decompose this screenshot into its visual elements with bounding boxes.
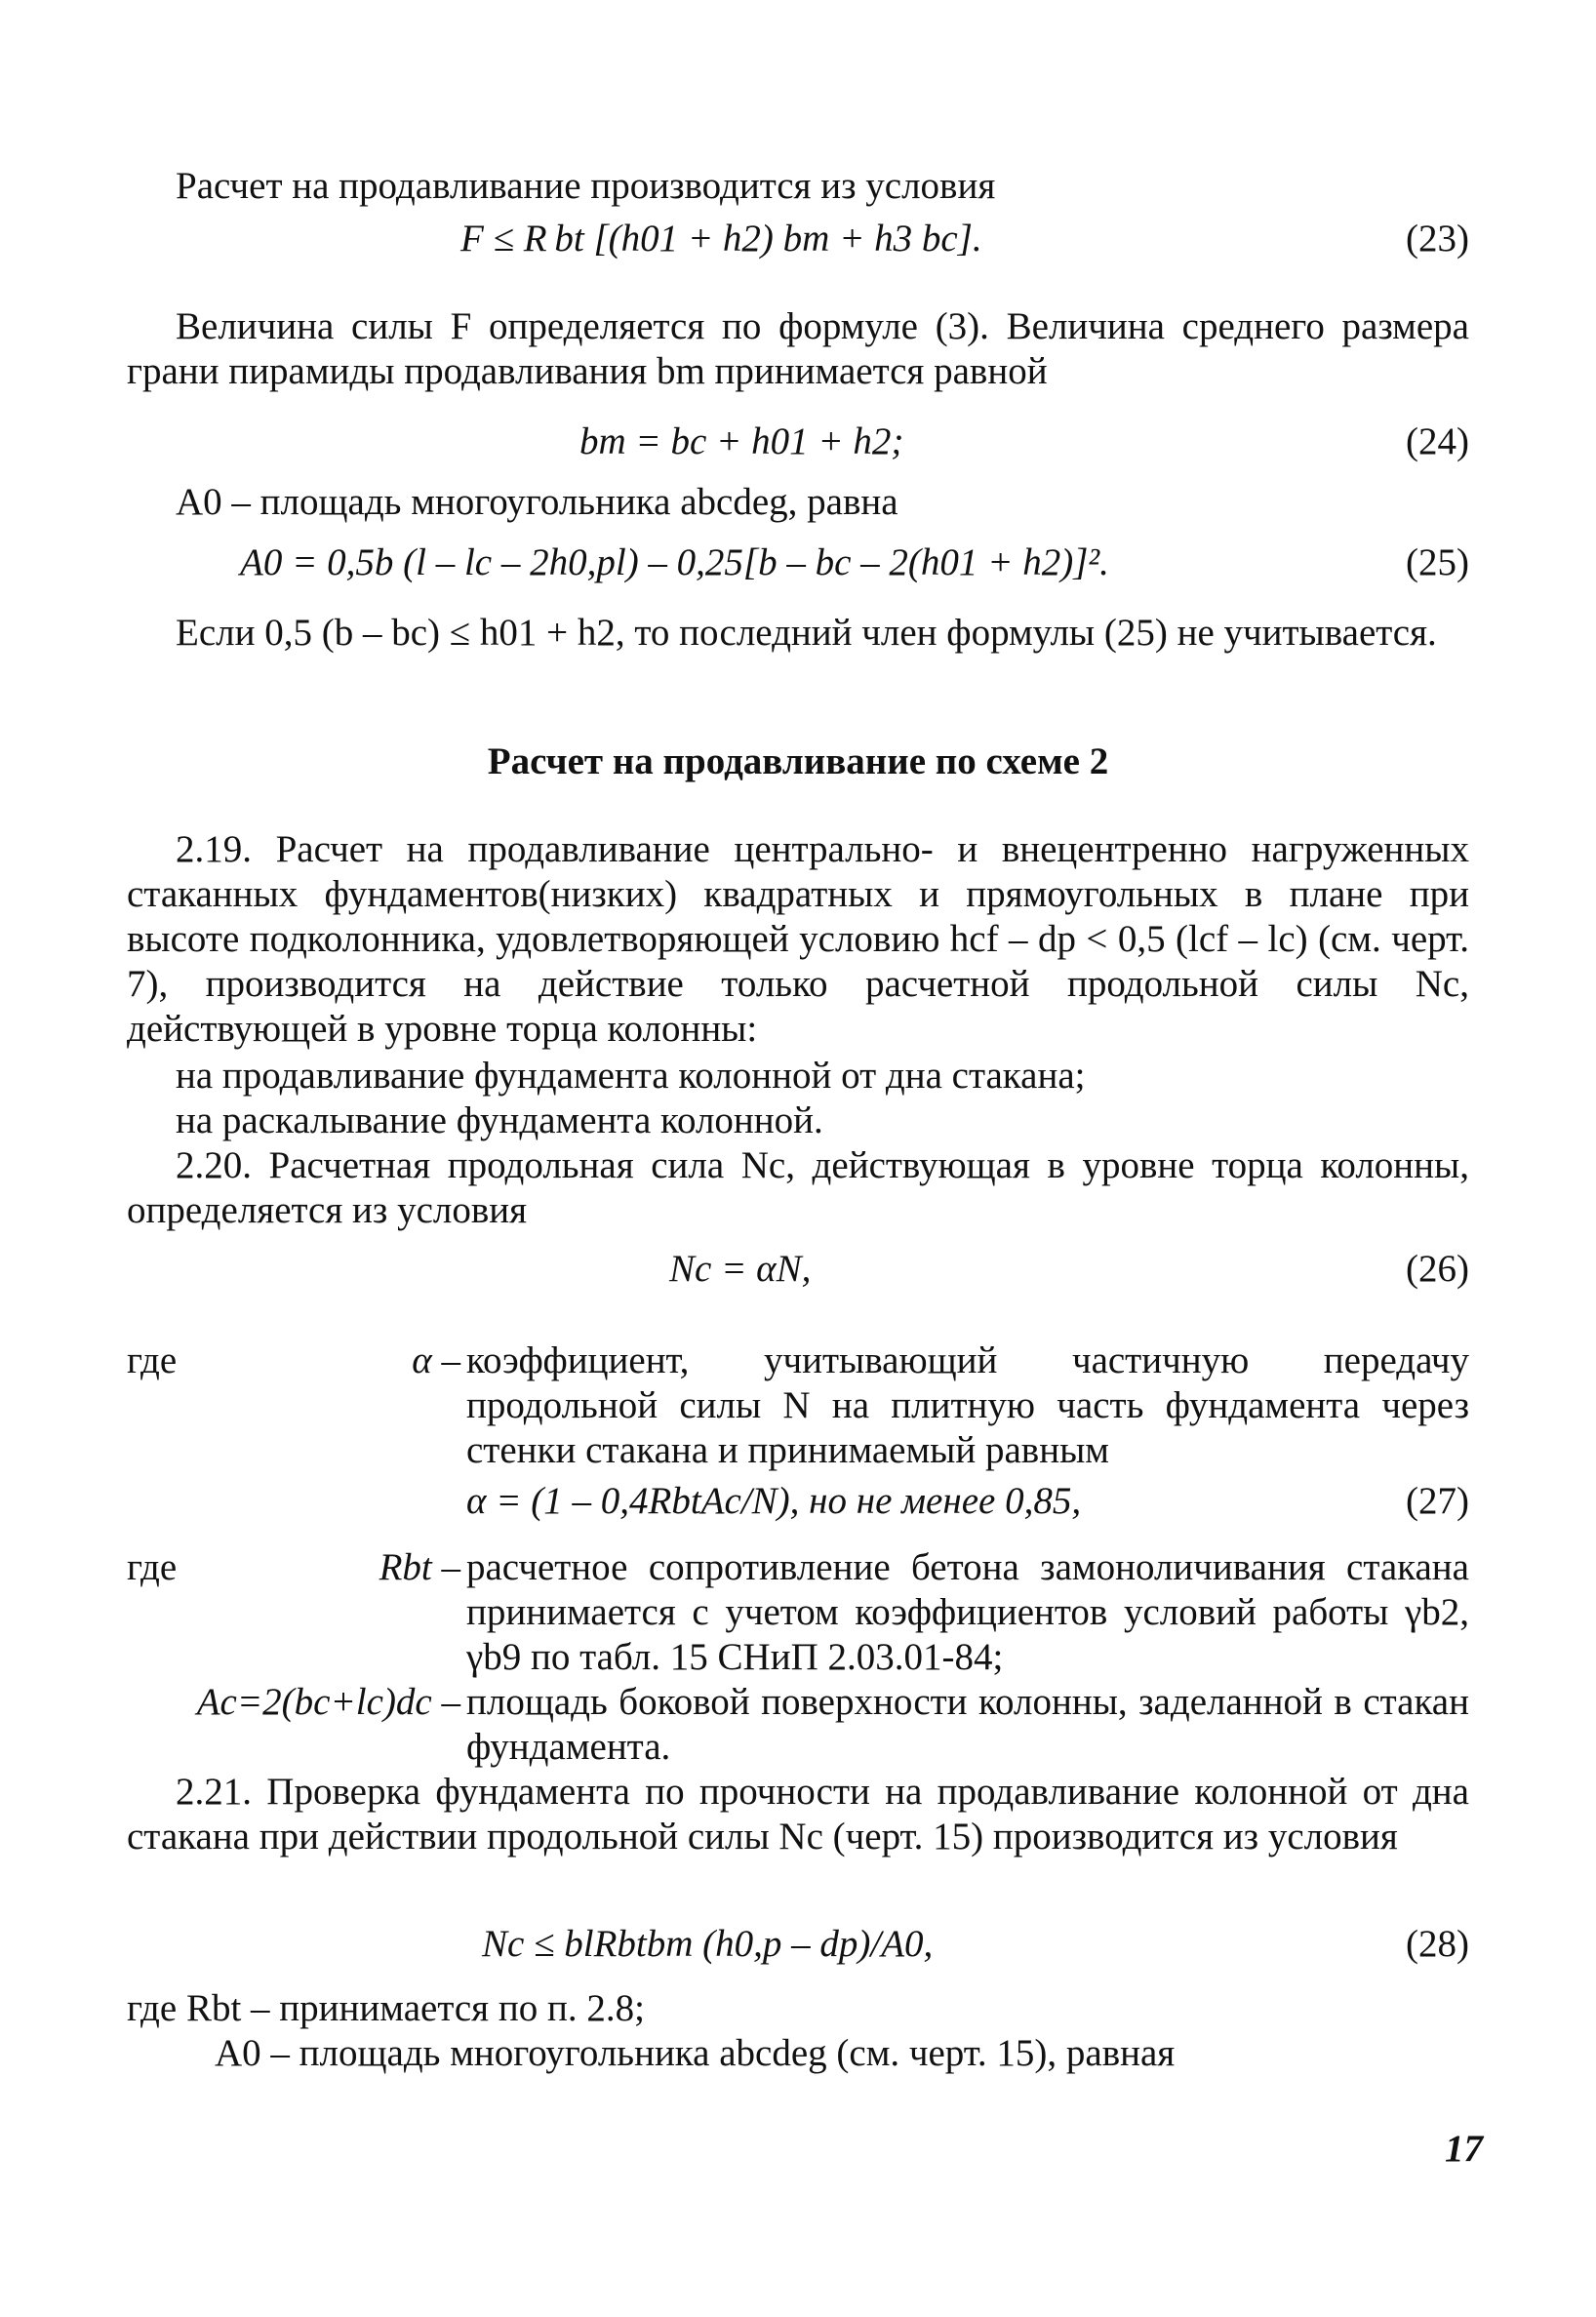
a0-paragraph: A0 – площадь многоугольника abcdeg, равна [176,481,898,523]
where-text-rbt: расчетное сопротивление бетона замоноличивания стакана принимается с учетом коэффициентов условий работы γb2, γb9 по табл. 15 СНиП 2.03.01-84; [466,1546,1469,1678]
formula-23-number: (23) [1406,218,1469,260]
section-heading: Расчет на продавливание по схеме 2 [487,740,1109,782]
where-symbol-alpha: α – [412,1339,460,1381]
formula-27: α = (1 – 0,4RbtAc/N), но не менее 0,85, [466,1480,1082,1522]
formula-24: bm = bc + h01 + h2; [579,420,904,462]
clause-2-19: 2.19. Расчет на продавливание центрально- и внецентренно нагруженных стаканных фундаментов(низких) квадратных и прямоугольных в плане при высоте подколонника, удовлетворяющей условию hcf – dp < 0,5 (lcf – lc) (см. черт. 7), производится на действие только расчетной продольной силы Nc, действующей в уровне торца колонны: [127,828,1469,1050]
clause-2-21: 2.21. Проверка фундамента по прочности на продавливание колонной от дна стакана при действии продольной силы Nc (черт. 15) производится из условия [127,1771,1469,1858]
clause-2-19-item-a: на продавливание фундамента колонной от дна стакана; [176,1055,1086,1097]
formula-28-number: (28) [1406,1923,1469,1965]
formula-27-number: (27) [1406,1480,1469,1522]
where-label-2: где [127,1546,178,1588]
where-a0-line: A0 – площадь многоугольника abcdeg (см. черт. 15), равная [215,2032,1176,2074]
formula-26-number: (26) [1406,1248,1469,1290]
condition-paragraph: Если 0,5 (b – bc) ≤ h01 + h2, то последний член формулы (25) не учитывается. [176,612,1437,654]
formula-25: A0 = 0,5b (l – lc – 2h0,pl) – 0,25[b – bc – 2(h01 + h2)]². [240,541,1109,583]
force-paragraph: Величина силы F определяется по формуле (3). Величина среднего размера грани пирамиды продавливания bm принимается равной [127,305,1469,392]
formula-24-number: (24) [1406,420,1469,462]
formula-28: Nc ≤ blRbtbm (h0,p – dp)/A0, [482,1923,934,1965]
where-symbol-rbt: Rbt – [379,1546,460,1588]
page-number: 17 [1445,2128,1483,2170]
intro-paragraph: Расчет на продавливание производится из условия [176,165,996,207]
where-text-alpha: коэффициент, учитывающий частичную передачу продольной силы N на плитную часть фундамента через стенки стакана и принимаемый равным [466,1339,1469,1471]
where-label-1: где [127,1339,178,1381]
clause-2-20: 2.20. Расчетная продольная сила Nc, действующая в уровне торца колонны, определяется из условия [127,1144,1469,1231]
where-text-ac: площадь боковой поверхности колонны, заделанной в стакан фундамента. [466,1681,1469,1768]
formula-23: F ≤ R bt [(h01 + h2) bm + h3 bc]. [460,218,982,260]
clause-2-19-item-b: на раскалывание фундамента колонной. [176,1099,823,1141]
where-symbol-ac: Ac=2(bc+lc)dc – [196,1681,460,1723]
formula-25-number: (25) [1406,541,1469,583]
where-rbt-line: где Rbt – принимается по п. 2.8; [127,1987,645,2029]
formula-26: Nc = αN, [669,1248,812,1290]
